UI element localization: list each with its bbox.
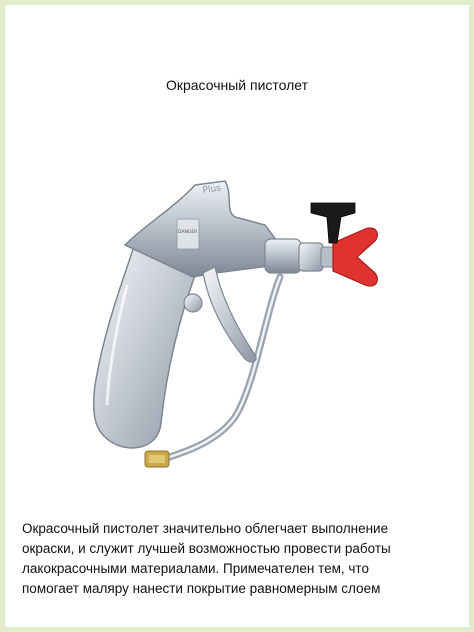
gun-handle [94, 243, 195, 448]
caption-line: лакокрасочными материалами. Примечателен тем, что [22, 561, 369, 576]
brand-label: Plus [202, 183, 222, 196]
spray-gun-illustration [65, 155, 405, 495]
tip-guard [333, 228, 377, 286]
slide-title: Окрасочный пистолет [165, 77, 309, 93]
caption-line: помогает маляру нанести покрытие равномерным слоем [22, 581, 381, 596]
slide-caption [22, 519, 462, 599]
svg-text:DANGER: DANGER [178, 230, 198, 235]
spray-gun-image [65, 155, 405, 495]
barrel [265, 239, 301, 273]
caption-line: окраски, и служит лучшей возможностью провести работы [22, 541, 391, 556]
caption-line: Окрасочный пистолет значительно облегчает выполнение [22, 521, 389, 536]
trigger-lock-knob [184, 294, 202, 312]
trigger [203, 267, 256, 362]
